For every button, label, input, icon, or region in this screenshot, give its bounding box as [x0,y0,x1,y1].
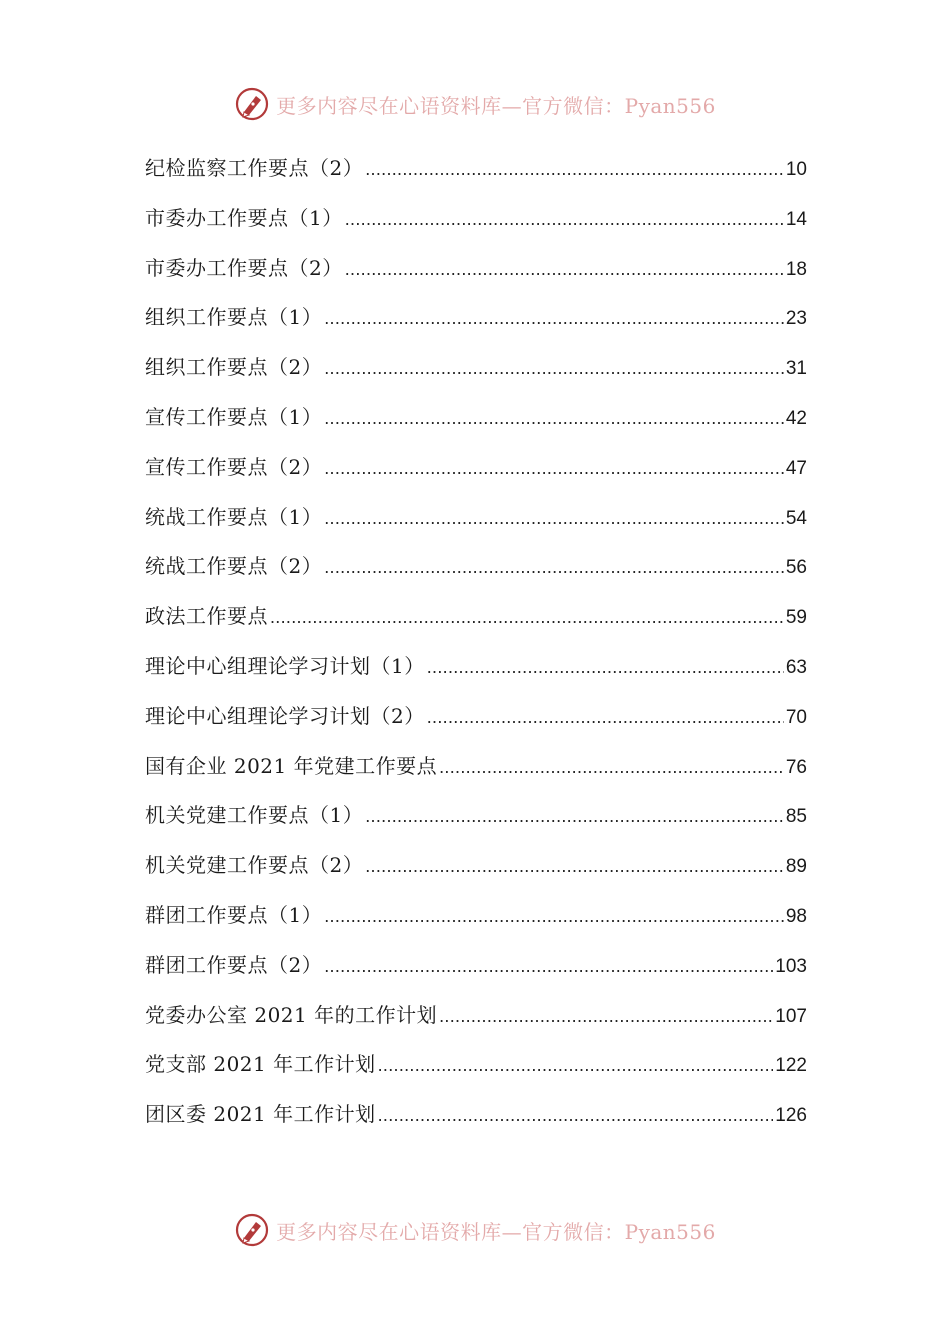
toc-entry[interactable] [145,947,807,997]
toc-entry[interactable] [145,598,807,648]
toc-leader-dots [324,500,784,536]
toc-entry-title: 国有企业 2021 年党建工作要点 [145,753,438,778]
toc-entry[interactable] [145,399,807,449]
toc-entry[interactable] [145,1046,807,1096]
toc-entry-title: 机关党建工作要点（2） [145,853,364,878]
toc-entry-title: 群团工作要点（1） [145,902,323,927]
toc-entry-page-number: 122 [775,1055,807,1077]
header-watermark [0,84,950,124]
toc-entry-title: 纪检监察工作要点（2） [145,156,364,180]
toc-entry[interactable] [145,897,807,947]
toc-entry-page-number: 59 [785,607,807,629]
watermark-text: 更多内容尽在心语资料库—官方微信：Pyan556 [276,1219,716,1244]
toc-entry-page-number: 18 [785,258,807,280]
toc-entry[interactable] [145,449,807,499]
toc-entry-title: 机关党建工作要点（1） [145,803,364,828]
table-of-contents [145,150,807,1146]
toc-leader-dots [427,649,784,685]
watermark-text: 更多内容尽在心语资料库—官方微信：Pyan556 [276,93,716,118]
toc-leader-dots [439,998,773,1034]
footer-watermark [0,1210,950,1250]
toc-entry-page-number: 85 [785,806,807,828]
toc-leader-dots [378,1097,774,1133]
toc-entry[interactable] [145,997,807,1047]
toc-leader-dots [427,699,784,735]
toc-entry-page-number: 89 [785,856,807,878]
toc-entry-title: 市委办工作要点（1） [145,205,343,230]
toc-entry-page-number: 63 [785,656,807,678]
toc-entry[interactable] [145,150,807,200]
toc-entry[interactable] [145,349,807,399]
toc-entry-title: 市委办工作要点（2） [145,255,343,280]
toc-leader-dots [324,549,784,585]
toc-entry-title: 政法工作要点 [145,604,268,629]
toc-entry[interactable] [145,648,807,698]
pen-nib-circle-icon [234,86,270,122]
toc-entry-title: 理论中心组理论学习计划（1） [145,653,425,678]
toc-entry-title: 统战工作要点（1） [145,504,323,529]
toc-entry-page-number: 56 [785,557,807,579]
toc-entry-page-number: 23 [785,308,807,330]
toc-entry[interactable] [145,250,807,300]
toc-leader-dots [365,151,784,187]
toc-entry[interactable] [145,797,807,847]
toc-entry[interactable] [145,548,807,598]
toc-entry-title: 群团工作要点（2） [145,952,323,977]
toc-entry-page-number: 31 [785,358,807,380]
toc-leader-dots [324,400,784,436]
toc-entry-page-number: 42 [785,407,807,429]
toc-entry-page-number: 126 [775,1105,807,1127]
toc-entry[interactable] [145,499,807,549]
toc-entry[interactable] [145,748,807,798]
toc-entry-title: 党委办公室 2021 年的工作计划 [145,1002,438,1027]
toc-leader-dots [378,1047,774,1083]
toc-entry[interactable] [145,847,807,897]
toc-leader-dots [324,948,773,984]
toc-entry-page-number: 103 [775,955,807,977]
toc-entry-title: 党支部 2021 年工作计划 [145,1052,376,1077]
toc-entry-page-number: 76 [785,756,807,778]
toc-entry-page-number: 107 [775,1005,807,1027]
toc-leader-dots [345,201,784,237]
toc-entry-title: 理论中心组理论学习计划（2） [145,703,425,728]
toc-leader-dots [365,798,784,834]
toc-leader-dots [324,300,784,336]
toc-entry-page-number: 54 [785,507,807,529]
toc-entry-title: 宣传工作要点（2） [145,454,323,479]
toc-leader-dots [324,450,784,486]
toc-entry[interactable] [145,1096,807,1146]
toc-entry-page-number: 10 [785,159,807,180]
toc-leader-dots [439,749,784,785]
pen-nib-circle-icon [234,1212,270,1248]
toc-entry-title: 团区委 2021 年工作计划 [145,1102,376,1127]
toc-entry[interactable] [145,299,807,349]
toc-entry-title: 宣传工作要点（1） [145,404,323,429]
toc-entry[interactable] [145,698,807,748]
toc-leader-dots [345,251,784,287]
toc-leader-dots [324,350,784,386]
toc-entry-page-number: 47 [785,457,807,479]
toc-entry-page-number: 98 [785,905,807,927]
toc-leader-dots [324,898,784,934]
toc-entry[interactable] [145,200,807,250]
toc-entry-page-number: 70 [785,706,807,728]
toc-entry-title: 统战工作要点（2） [145,554,323,579]
toc-entry-title: 组织工作要点（2） [145,355,323,380]
toc-leader-dots [365,848,784,884]
toc-entry-page-number: 14 [785,208,807,230]
toc-leader-dots [270,599,784,635]
toc-entry-title: 组织工作要点（1） [145,305,323,330]
